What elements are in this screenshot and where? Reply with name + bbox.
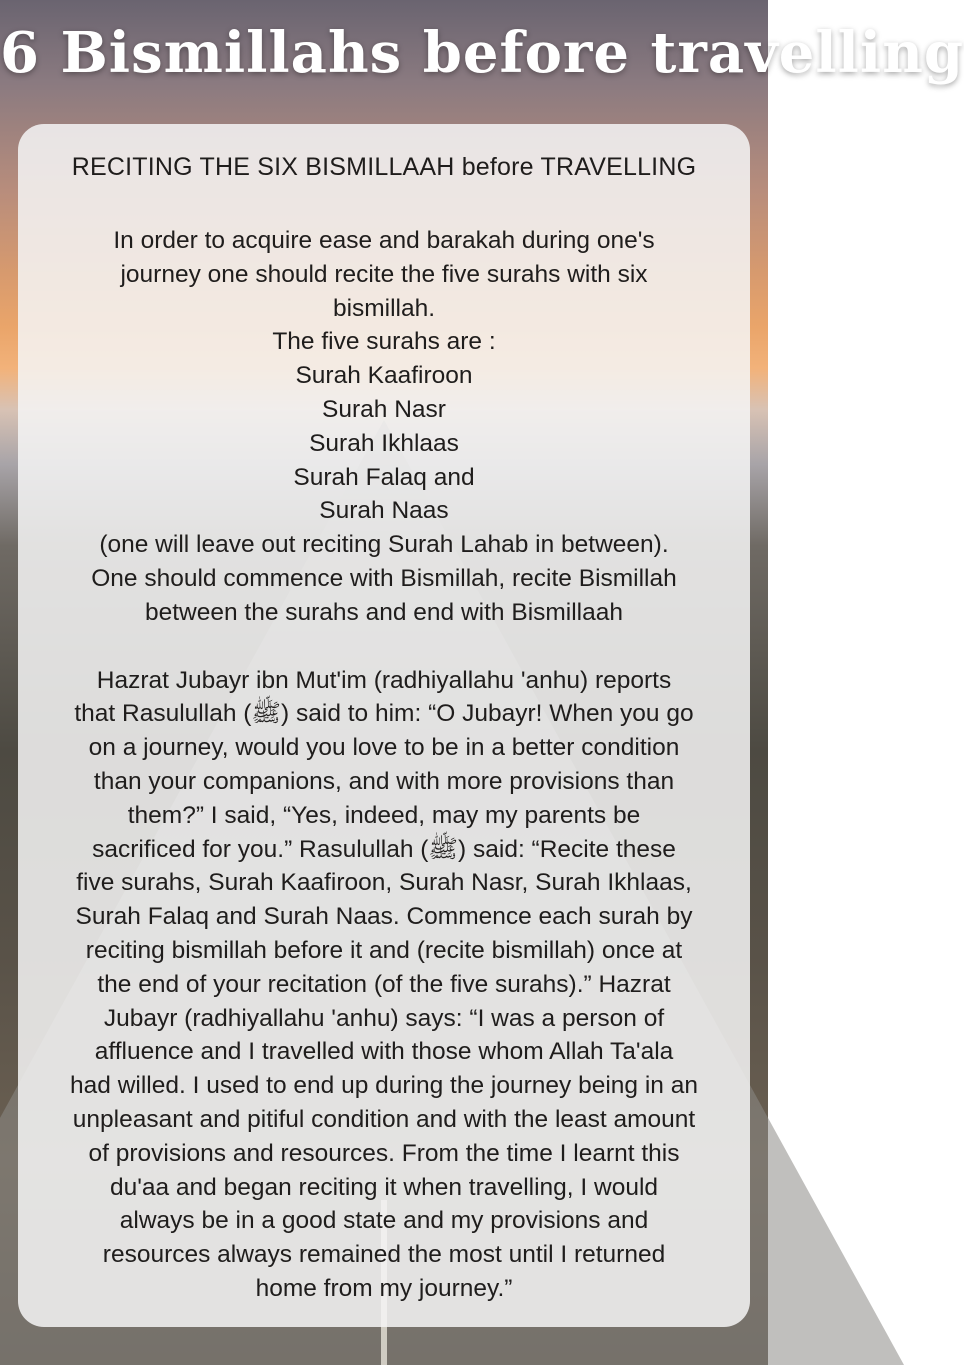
hadith-line: reciting bismillah before it and (recite bismillah) once at	[85, 936, 683, 964]
hadith-line: that Rasulullah (ﷺ) said to him: “O Jubayr! When you go	[74, 700, 694, 728]
surah-item: Surah Ikhlaas	[309, 429, 459, 457]
hadith-line: affluence and I travelled with those whom Allah Ta'ala	[94, 1038, 674, 1066]
page-title: 6 Bismillahs before travelling	[0, 20, 964, 86]
content-card	[18, 124, 750, 1327]
hadith-line: home from my journey.”	[255, 1274, 513, 1302]
hadith-line: the end of your recitation (of the five surahs).” Hazrat	[97, 970, 671, 998]
intro-line: bismillah.	[332, 294, 436, 322]
intro-section	[28, 224, 740, 630]
hadith-line: du'aa and began reciting it when travelling, I would	[109, 1173, 659, 1201]
hadith-line: always be in a good state and my provisions and	[119, 1207, 649, 1235]
hadith-line: had willed. I used to end up during the journey being in an	[70, 1072, 698, 1100]
hadith-line: Hazrat Jubayr ibn Mut'im (radhiyallahu 'anhu) reports	[96, 666, 672, 694]
surah-item: Surah Naas	[319, 497, 449, 525]
card-heading: RECITING THE SIX BISMILLAAH before TRAVELLING	[71, 153, 697, 181]
intro-line: journey one should recite the five surahs with six	[120, 260, 648, 288]
surah-item: Surah Nasr	[322, 395, 446, 423]
hadith-line: on a journey, would you love to be in a better condition	[88, 734, 680, 762]
hadith-line: than your companions, and with more provisions than	[93, 767, 675, 795]
hadith-line: sacrificed for you.” Rasulullah (ﷺ) said: “Recite these	[92, 835, 676, 863]
outro-line: (one will leave out reciting Surah Lahab in between).	[99, 531, 669, 559]
intro-line: The five surahs are :	[272, 328, 496, 356]
hadith-line: of provisions and resources. From the time I learnt this	[88, 1139, 680, 1167]
hadith-line: Surah Falaq and Surah Naas. Commence each surah by	[75, 903, 693, 931]
hadith-line: resources always remained the most until I returned	[102, 1241, 666, 1269]
hadith-line: five surahs, Surah Kaafiroon, Surah Nasr, Surah Ikhlaas,	[76, 869, 692, 897]
outro-line: between the surahs and end with Bismillaah	[144, 598, 624, 626]
outro-line: One should commence with Bismillah, recite Bismillah	[91, 564, 677, 592]
surah-item: Surah Kaafiroon	[295, 362, 473, 390]
hadith-line: them?” I said, “Yes, indeed, may my parents be	[127, 801, 641, 829]
hadith-section	[28, 664, 740, 1306]
hadith-line: unpleasant and pitiful condition and with the least amount	[72, 1105, 696, 1133]
intro-line: In order to acquire ease and barakah during one's	[113, 227, 655, 254]
surah-item: Surah Falaq and	[293, 463, 475, 491]
hadith-line: Jubayr (radhiyallahu 'anhu) says: “I was a person of	[103, 1004, 665, 1032]
